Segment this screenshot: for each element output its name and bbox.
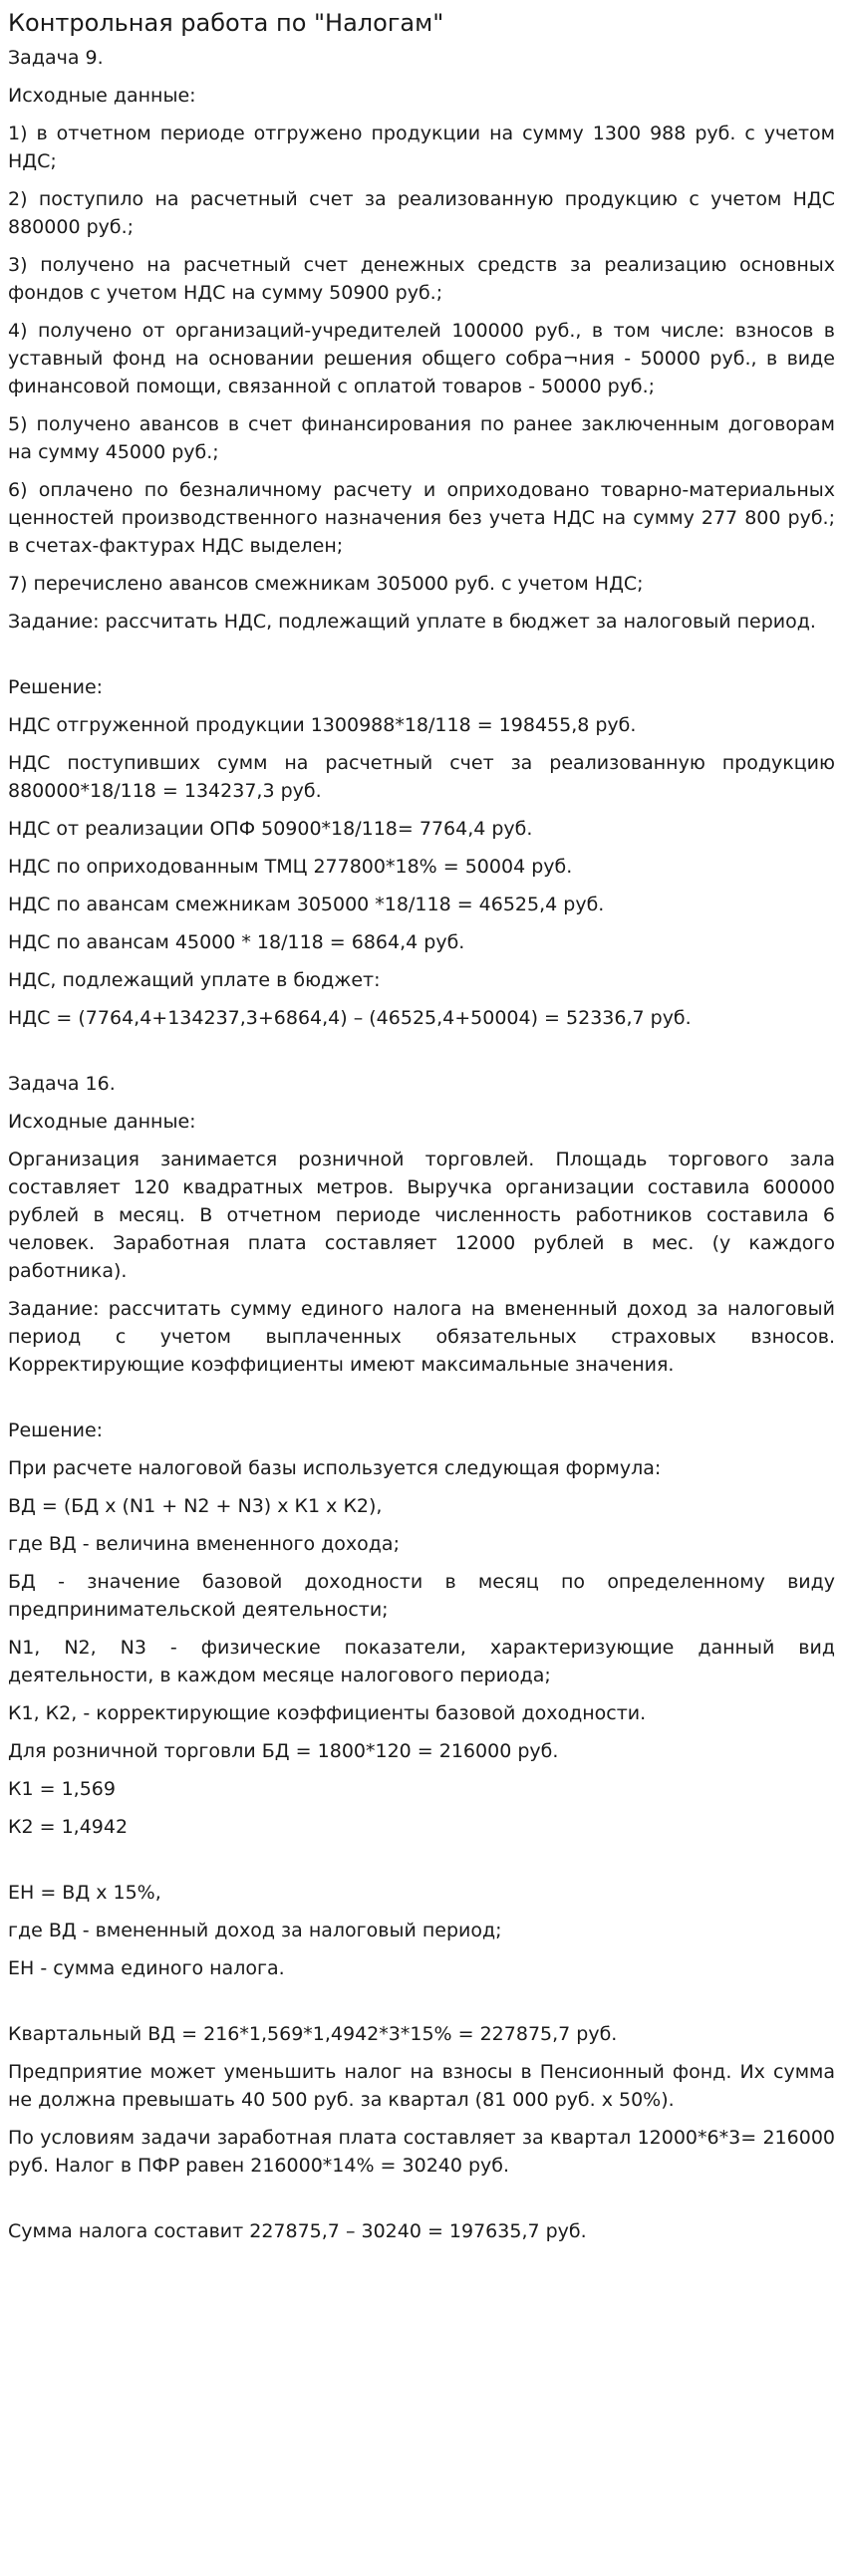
task9-initial-label: Исходные данные: [8,85,196,107]
task9-heading: Задача 9. [8,47,104,69]
task9-solution-line-7: НДС, подлежащий уплате в бюджет: [8,969,381,991]
task16-solution-c-3: По условиям задачи заработная плата составляет за квартал 12000*6*3= 216000 руб. Налог в ПФР равен 216000*14% = 30240 руб. [8,2127,835,2177]
task16-total: Сумма налога составит 227875,7 – 30240 = 197635,7 руб. [8,2220,587,2242]
task16-solution-c-1: Квартальный ВД = 216*1,569*1,4942*3*15% = 227875,7 руб. [8,2023,618,2045]
task16-assignment: Задание: рассчитать сумму единого налога на вмененный доход за налоговый период с учетом выплаченных обязательных страховых взносов. Корректирующие коэффициенты имеют максимальные значения. [8,1298,835,1376]
task16-solution-a-7: Для розничной торговли БД = 1800*120 = 216000 руб. [8,1740,559,1762]
task9-item-6: 6) оплачено по безналичному расчету и оприходовано товарно-материальных ценностей производственного назначения без учета НДС на сумму 277 800 руб.; в счетах-фактурах НДС выделен; [8,479,835,557]
task9-solution-line-1: НДС отгруженной продукции 1300988*18/118 = 198455,8 руб. [8,714,637,736]
task9-solution-line-8: НДС = (7764,4+134237,3+6864,4) – (46525,4+50004) = 52336,7 руб. [8,1007,692,1029]
task9-solution-label: Решение: [8,676,104,698]
task9-solution-line-4: НДС по оприходованным ТМЦ 277800*18% = 50004 руб. [8,856,573,878]
task16-heading: Задача 16. [8,1073,116,1095]
task9-item-7: 7) перечислено авансов смежникам 305000 руб. с учетом НДС; [8,573,644,595]
task16-solution-a-5: N1, N2, N3 - физические показатели, характеризующие данный вид деятельности, в каждом месяце налогового периода; [8,1637,835,1686]
task16-solution-a-2: ВД = (БД х (N1 + N2 + N3) х К1 х К2), [8,1495,383,1517]
task16-solution-label: Решение: [8,1419,104,1441]
task16-solution-b-3: ЕН - сумма единого налога. [8,1957,285,1979]
task16-solution-a-8: К1 = 1,569 [8,1778,116,1800]
task16-solution-a-6: К1, К2, - корректирующие коэффициенты базовой доходности. [8,1702,647,1724]
task16-solution-c-2: Предприятие может уменьшить налог на взносы в Пенсионный фонд. Их сумма не должна превышать 40 500 руб. за квартал (81 000 руб. х 50%). [8,2061,835,2111]
document-title: Контрольная работа по "Налогам" [8,9,444,37]
task16-description: Организация занимается розничной торговлей. Площадь торгового зала составляет 120 квадратных метров. Выручка организации составила 600000 рублей в месяц. В отчетном периоде численность работников составила 6 человек. Заработная плата составляет 12000 рублей в мес. (у каждого работника). [8,1149,835,1282]
task16-solution-a-3: где ВД - величина вмененного дохода; [8,1533,400,1555]
task9-solution-line-2: НДС поступивших сумм на расчетный счет за реализованную продукцию 880000*18/118 = 134237,3 руб. [8,752,835,802]
task9-assignment: Задание: рассчитать НДС, подлежащий уплате в бюджет за налоговый период. [8,611,816,633]
task9-solution-line-5: НДС по авансам смежникам 305000 *18/118 = 46525,4 руб. [8,894,605,915]
task9-item-4: 4) получено от организаций-учредителей 100000 руб., в том числе: взносов в уставный фонд на основании решения общего собра¬ния - 50000 руб., в виде финансовой помощи, связанной с оплатой товаров - 50000 руб.; [8,320,835,397]
task9-item-3: 3) получено на расчетный счет денежных средств за реализацию основных фондов с учетом НДС на сумму 50900 руб.; [8,254,835,304]
task16-initial-label: Исходные данные: [8,1111,196,1133]
task16-solution-a-4: БД - значение базовой доходности в месяц по определенному виду предпринимательской деятельности; [8,1571,835,1621]
task9-solution-line-3: НДС от реализации ОПФ 50900*18/118= 7764,4 руб. [8,818,533,840]
task16-solution-a-1: При расчете налоговой базы используется следующая формула: [8,1457,662,1479]
task9-solution-line-6: НДС по авансам 45000 * 18/118 = 6864,4 руб. [8,931,465,953]
task9-item-1: 1) в отчетном периоде отгружено продукции на сумму 1300 988 руб. с учетом НДС; [8,123,835,172]
task9-item-2: 2) поступило на расчетный счет за реализованную продукцию с учетом НДС 880000 руб.; [8,188,835,238]
task16-solution-b-1: ЕН = ВД х 15%, [8,1882,161,1904]
task9-item-5: 5) получено авансов в счет финансирования по ранее заключенным договорам на сумму 45000 руб.; [8,413,835,463]
document-page [8,0,835,2255]
task16-solution-a-9: К2 = 1,4942 [8,1816,129,1838]
task16-solution-b-2: где ВД - вмененный доход за налоговый период; [8,1920,502,1941]
